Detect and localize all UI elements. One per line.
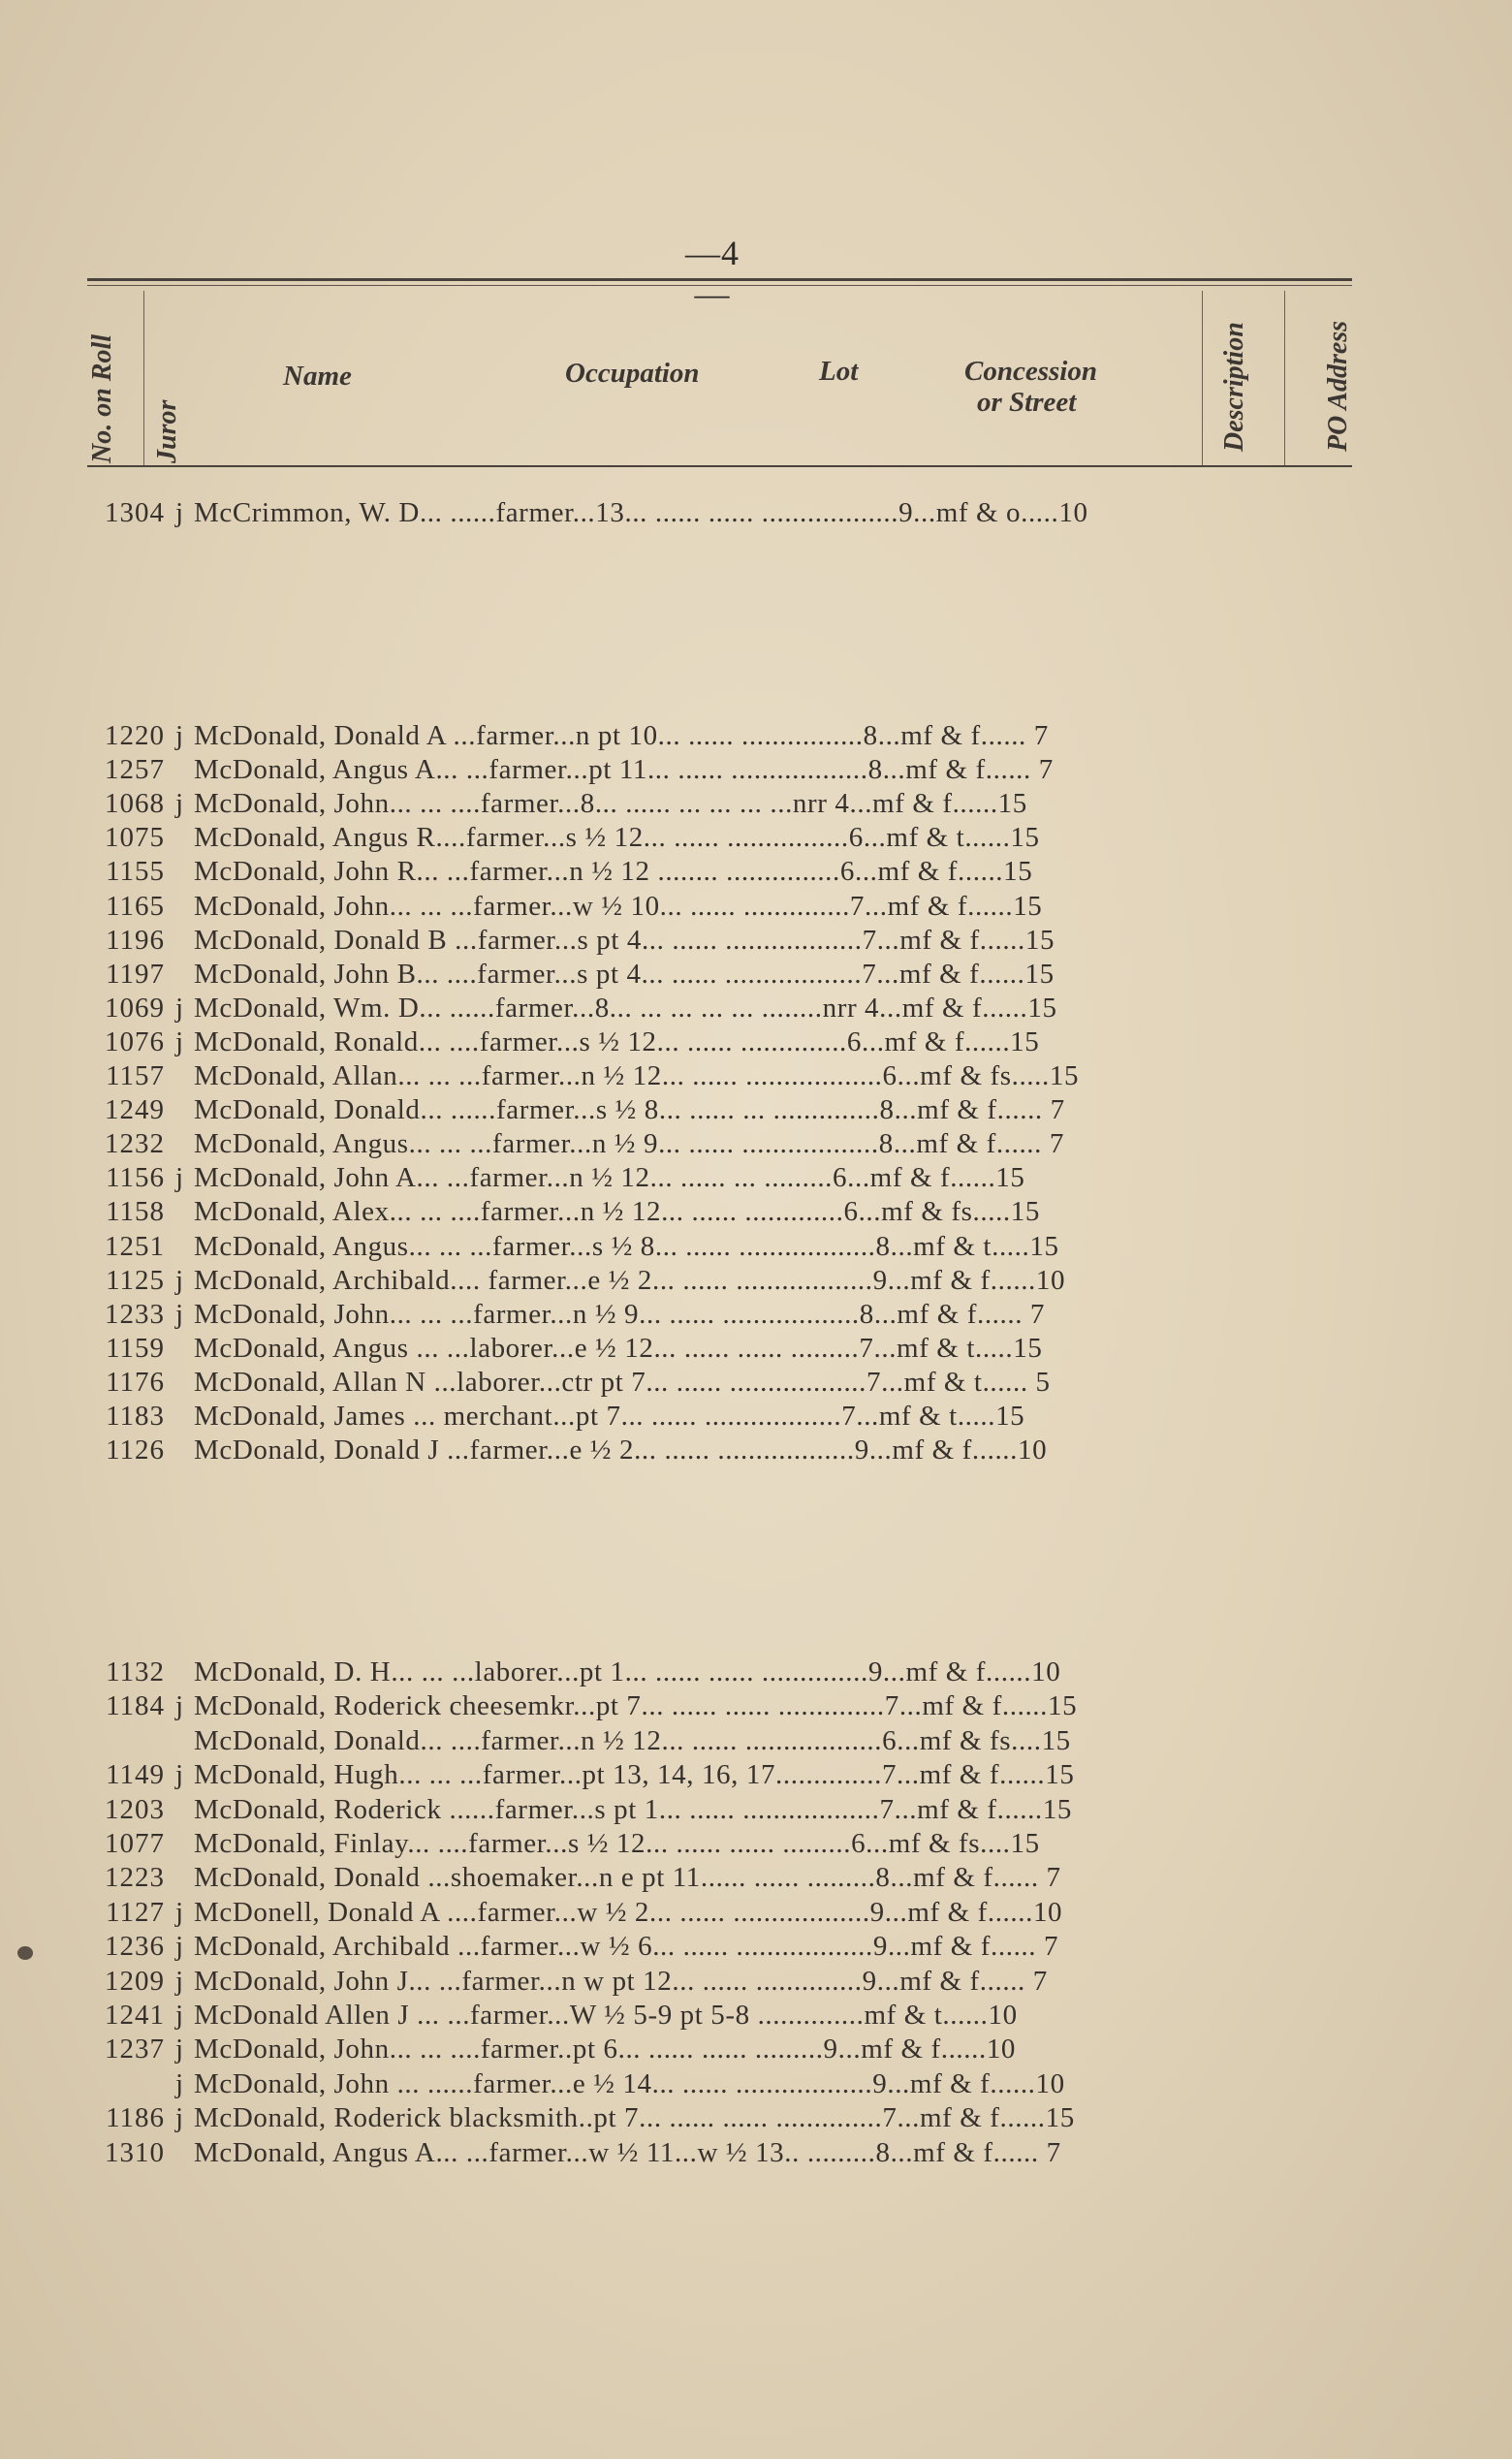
entry-text: McDonald, John A... ...farmer...n ½ 12... ...... ... .........6...mf & f......15 <box>194 1162 1025 1194</box>
roll-number: 1149 <box>106 1759 165 1791</box>
entry-text: McDonald, Angus... ... ...farmer...s ½ 8... ...... ..................8...mf & t.....15 <box>194 1230 1059 1262</box>
roll-number: 1257 <box>105 754 165 786</box>
list-row <box>79 1127 1369 1160</box>
juror-mark: j <box>174 788 184 820</box>
entry-text: McDonald, John ... ......farmer...e ½ 14... ...... ..................9...mf & f......10 <box>194 2067 1065 2099</box>
header-street: or Street <box>977 387 1077 418</box>
list-row <box>79 855 1369 888</box>
roll-number: 1183 <box>106 1401 165 1432</box>
list-row <box>79 1689 1369 1722</box>
entry-text: McDonald, John R... ...farmer...n ½ 12 ........ ...............6...mf & f......15 <box>194 856 1033 888</box>
roll-number: 1075 <box>105 822 165 854</box>
roll-number: 1184 <box>106 1690 165 1722</box>
entry-text: McDonald, Donald B ...farmer...s pt 4... ...... ..................7...mf & f......15 <box>194 924 1055 956</box>
juror-mark: j <box>174 1931 184 1963</box>
entry-text: McDonald, Roderick cheesemkr...pt 7... ...... ...... ..............7...mf & f......15 <box>194 1690 1078 1722</box>
list-row <box>79 1059 1369 1092</box>
entry-text: McDonald, Hugh... ... ...farmer...pt 13, 14, 16, 17..............7...mf & f......15 <box>194 1759 1075 1791</box>
entry-text: McDonald, Alex... ... ....farmer...n ½ 12... ...... .............6...mf & fs.....15 <box>194 1196 1040 1228</box>
roll-number: 1076 <box>105 1025 165 1057</box>
juror-mark: j <box>174 720 184 751</box>
roll-number: 1203 <box>105 1793 165 1825</box>
entry-text: McDonald, John B... ....farmer...s pt 4... ...... ..................7...mf & f......15 <box>194 958 1055 990</box>
roll-number: 1236 <box>105 1931 165 1963</box>
list-row <box>79 719 1369 752</box>
roll-number: 1069 <box>105 992 165 1024</box>
entry-text: McDonald, Angus A... ...farmer...w ½ 11...w ½ 13.. .........8...mf & f...... 7 <box>194 2136 1061 2168</box>
list-row <box>79 821 1369 854</box>
juror-mark: j <box>174 1162 184 1194</box>
entry-text: McDonald, Archibald.... farmer...e ½ 2... ...... ..................9...mf & f......10 <box>194 1264 1066 1296</box>
roll-number: 1176 <box>106 1366 165 1398</box>
header-rule-bottom <box>87 465 1352 467</box>
entry-text: McCrimmon, W. D... ......farmer...13... ...... ...... ..................9...mf & o.....10 <box>194 497 1088 528</box>
list-row <box>79 958 1369 991</box>
header-lot: Lot <box>819 356 859 387</box>
list-row <box>79 1655 1369 1688</box>
roll-number: 1249 <box>105 1094 165 1126</box>
header-no-on-roll: No. on Roll <box>87 333 117 463</box>
column-divider <box>143 291 144 465</box>
entry-text: McDonald, Finlay... ....farmer...s ½ 12... ...... ...... .........6...mf & fs....15 <box>194 1828 1040 1859</box>
entry-text: McDonald, Donald ...shoemaker...n e pt 11...... ...... .........8...mf & f...... 7 <box>194 1862 1061 1894</box>
entry-text: McDonald, Donald... ......farmer...s ½ 8... ...... ... ..............8...mf & f...... 7 <box>194 1094 1065 1126</box>
list-row <box>79 2101 1369 2134</box>
juror-mark: j <box>174 1298 184 1330</box>
entry-text: McDonald, John J... ...farmer...n w pt 12... ...... ..............9...mf & f...... 7 <box>194 1965 1048 1997</box>
list-row <box>79 1965 1369 1998</box>
roll-number: 1132 <box>106 1656 165 1687</box>
roll-number: 1126 <box>106 1434 165 1466</box>
entry-text: McDonald, Wm. D... ......farmer...8... ... ... ... ... ........nrr 4...mf & f......15 <box>194 992 1057 1024</box>
entry-text: McDonald, D. H... ... ...laborer...pt 1... ...... ...... ..............9...mf & f......10 <box>194 1656 1061 1687</box>
list-row <box>79 1230 1369 1263</box>
entry-text: McDonald, Roderick ......farmer...s pt 1... ...... ..................7...mf & f......15 <box>194 1793 1072 1825</box>
list-row <box>79 1195 1369 1228</box>
roll-number: 1304 <box>105 497 165 528</box>
entry-text: McDonald, Roderick blacksmith..pt 7... ...... ...... ..............7...mf & f......15 <box>194 2102 1075 2134</box>
roll-number: 1155 <box>106 856 165 888</box>
list-row <box>79 1434 1369 1466</box>
juror-mark: j <box>174 2067 184 2099</box>
juror-mark: j <box>174 2033 184 2065</box>
list-row <box>79 1930 1369 1963</box>
header-description: Description <box>1219 322 1249 452</box>
column-divider <box>1202 291 1203 465</box>
entry-text: McDonald, Allan N ...laborer...ctr pt 7... ...... ..................7...mf & t...... 5 <box>194 1366 1051 1398</box>
juror-mark: j <box>174 1965 184 1997</box>
roll-number: 1241 <box>105 2000 165 2031</box>
roll-number: 1127 <box>106 1896 165 1928</box>
list-row <box>79 496 1369 529</box>
juror-mark: j <box>174 2102 184 2134</box>
list-row <box>79 1161 1369 1194</box>
juror-mark: j <box>174 1690 184 1722</box>
roll-number: 1209 <box>105 1965 165 1997</box>
list-row <box>79 1896 1369 1929</box>
entry-text: McDonald, Angus ... ...laborer...e ½ 12... ...... ...... .........7...mf & t.....15 <box>194 1332 1043 1364</box>
list-row <box>79 924 1369 957</box>
entry-text: McDonald, John... ... ....farmer...8... ...... ... ... ... ...nrr 4...mf & f......15 <box>194 788 1027 820</box>
roll-number: 1220 <box>105 720 165 751</box>
entry-text: McDonald, Donald A ...farmer...n pt 10... ...... ................8...mf & f...... 7 <box>194 720 1049 751</box>
ink-blot <box>17 1946 33 1960</box>
entry-text: McDonald, Allan... ... ...farmer...n ½ 12... ...... ..................6...mf & fs.....15 <box>194 1060 1080 1091</box>
roll-number: 1157 <box>106 1060 165 1091</box>
list-row <box>79 1861 1369 1894</box>
juror-mark: j <box>174 1896 184 1928</box>
roll-number: 1232 <box>105 1128 165 1160</box>
header-rule-top-thin <box>87 285 1352 286</box>
roll-number: 1077 <box>105 1828 165 1859</box>
roll-number: 1237 <box>105 2033 165 2065</box>
roll-number: 1233 <box>105 1298 165 1330</box>
juror-mark: j <box>174 992 184 1024</box>
header-name: Name <box>283 361 352 392</box>
list-row <box>79 1758 1369 1791</box>
column-divider <box>1284 291 1285 465</box>
list-row <box>79 1264 1369 1297</box>
list-row <box>79 1332 1369 1365</box>
entry-text: McDonald, John... ... ...farmer...n ½ 9... ...... ..................8...mf & f...... 7 <box>194 1298 1046 1330</box>
list-row <box>79 1025 1369 1058</box>
entry-text: McDonald, Archibald ...farmer...w ½ 6... ...... ..................9...mf & f...... 7 <box>194 1931 1059 1963</box>
entry-text: McDonald, Angus R....farmer...s ½ 12... ...... ................6...mf & t......15 <box>194 822 1040 854</box>
roll-number: 1310 <box>105 2136 165 2168</box>
entry-text: McDonald, Ronald... ....farmer...s ½ 12... ...... ..............6...mf & f......15 <box>194 1025 1040 1057</box>
juror-mark: j <box>174 2000 184 2031</box>
entry-text: McDonald, Angus... ... ...farmer...n ½ 9... ...... ..................8...mf & f...... 7 <box>194 1128 1064 1160</box>
entry-text: McDonald, John... ... ...farmer...w ½ 10... ...... ..............7...mf & f......15 <box>194 890 1043 922</box>
list-row <box>79 2033 1369 2065</box>
list-row <box>79 2136 1369 2169</box>
roll-number: 1158 <box>106 1196 165 1228</box>
header-rule-top <box>87 278 1352 281</box>
roll-number: 1196 <box>106 924 165 956</box>
list-row <box>79 992 1369 1025</box>
roll-number: 1186 <box>106 2102 165 2134</box>
entry-text: McDonald, Angus A... ...farmer...pt 11... ...... ..................8...mf & f...... 7 <box>194 754 1054 786</box>
list-row <box>79 1724 1369 1757</box>
roll-number: 1125 <box>106 1264 165 1296</box>
entry-text: McDonell, Donald A ....farmer...w ½ 2... ...... ..................9...mf & f......10 <box>194 1896 1063 1928</box>
juror-mark: j <box>174 1025 184 1057</box>
roll-number: 1068 <box>105 788 165 820</box>
page-number: —4— <box>685 234 740 313</box>
roll-number: 1251 <box>105 1230 165 1262</box>
list-row <box>79 1366 1369 1399</box>
roll-number: 1165 <box>106 890 165 922</box>
entry-text: McDonald Allen J ... ...farmer...W ½ 5-9 pt 5-8 ..............mf & t......10 <box>194 2000 1018 2031</box>
header-occupation: Occupation <box>565 358 700 389</box>
entry-text: McDonald, James ... merchant...pt 7... ...... ..................7...mf & t.....15 <box>194 1401 1025 1432</box>
list-row <box>79 1793 1369 1826</box>
roll-number: 1223 <box>105 1862 165 1894</box>
list-row <box>79 1400 1369 1433</box>
roll-number: 1159 <box>106 1332 165 1364</box>
header-po-address: PO Address <box>1323 320 1353 452</box>
header-juror: Juror <box>152 399 182 463</box>
list-row <box>79 1827 1369 1860</box>
list-row <box>79 1093 1369 1126</box>
entry-text: McDonald, Donald J ...farmer...e ½ 2... ...... ..................9...mf & f......10 <box>194 1434 1048 1466</box>
list-row <box>79 890 1369 923</box>
list-row <box>79 753 1369 786</box>
entry-text: McDonald, John... ... ....farmer..pt 6... ...... ...... .........9...mf & f......10 <box>194 2033 1017 2065</box>
juror-mark: j <box>174 1759 184 1791</box>
list-row <box>79 787 1369 820</box>
juror-mark: j <box>174 497 184 528</box>
roll-number: 1197 <box>106 958 165 990</box>
juror-mark: j <box>174 1264 184 1296</box>
list-row <box>79 1999 1369 2032</box>
entry-text: McDonald, Donald... ....farmer...n ½ 12... ...... ..................6...mf & fs....15 <box>194 1724 1071 1756</box>
list-row <box>79 1298 1369 1331</box>
list-row <box>79 2067 1369 2100</box>
roll-number: 1156 <box>106 1162 165 1194</box>
header-concession: Concession <box>964 356 1097 387</box>
